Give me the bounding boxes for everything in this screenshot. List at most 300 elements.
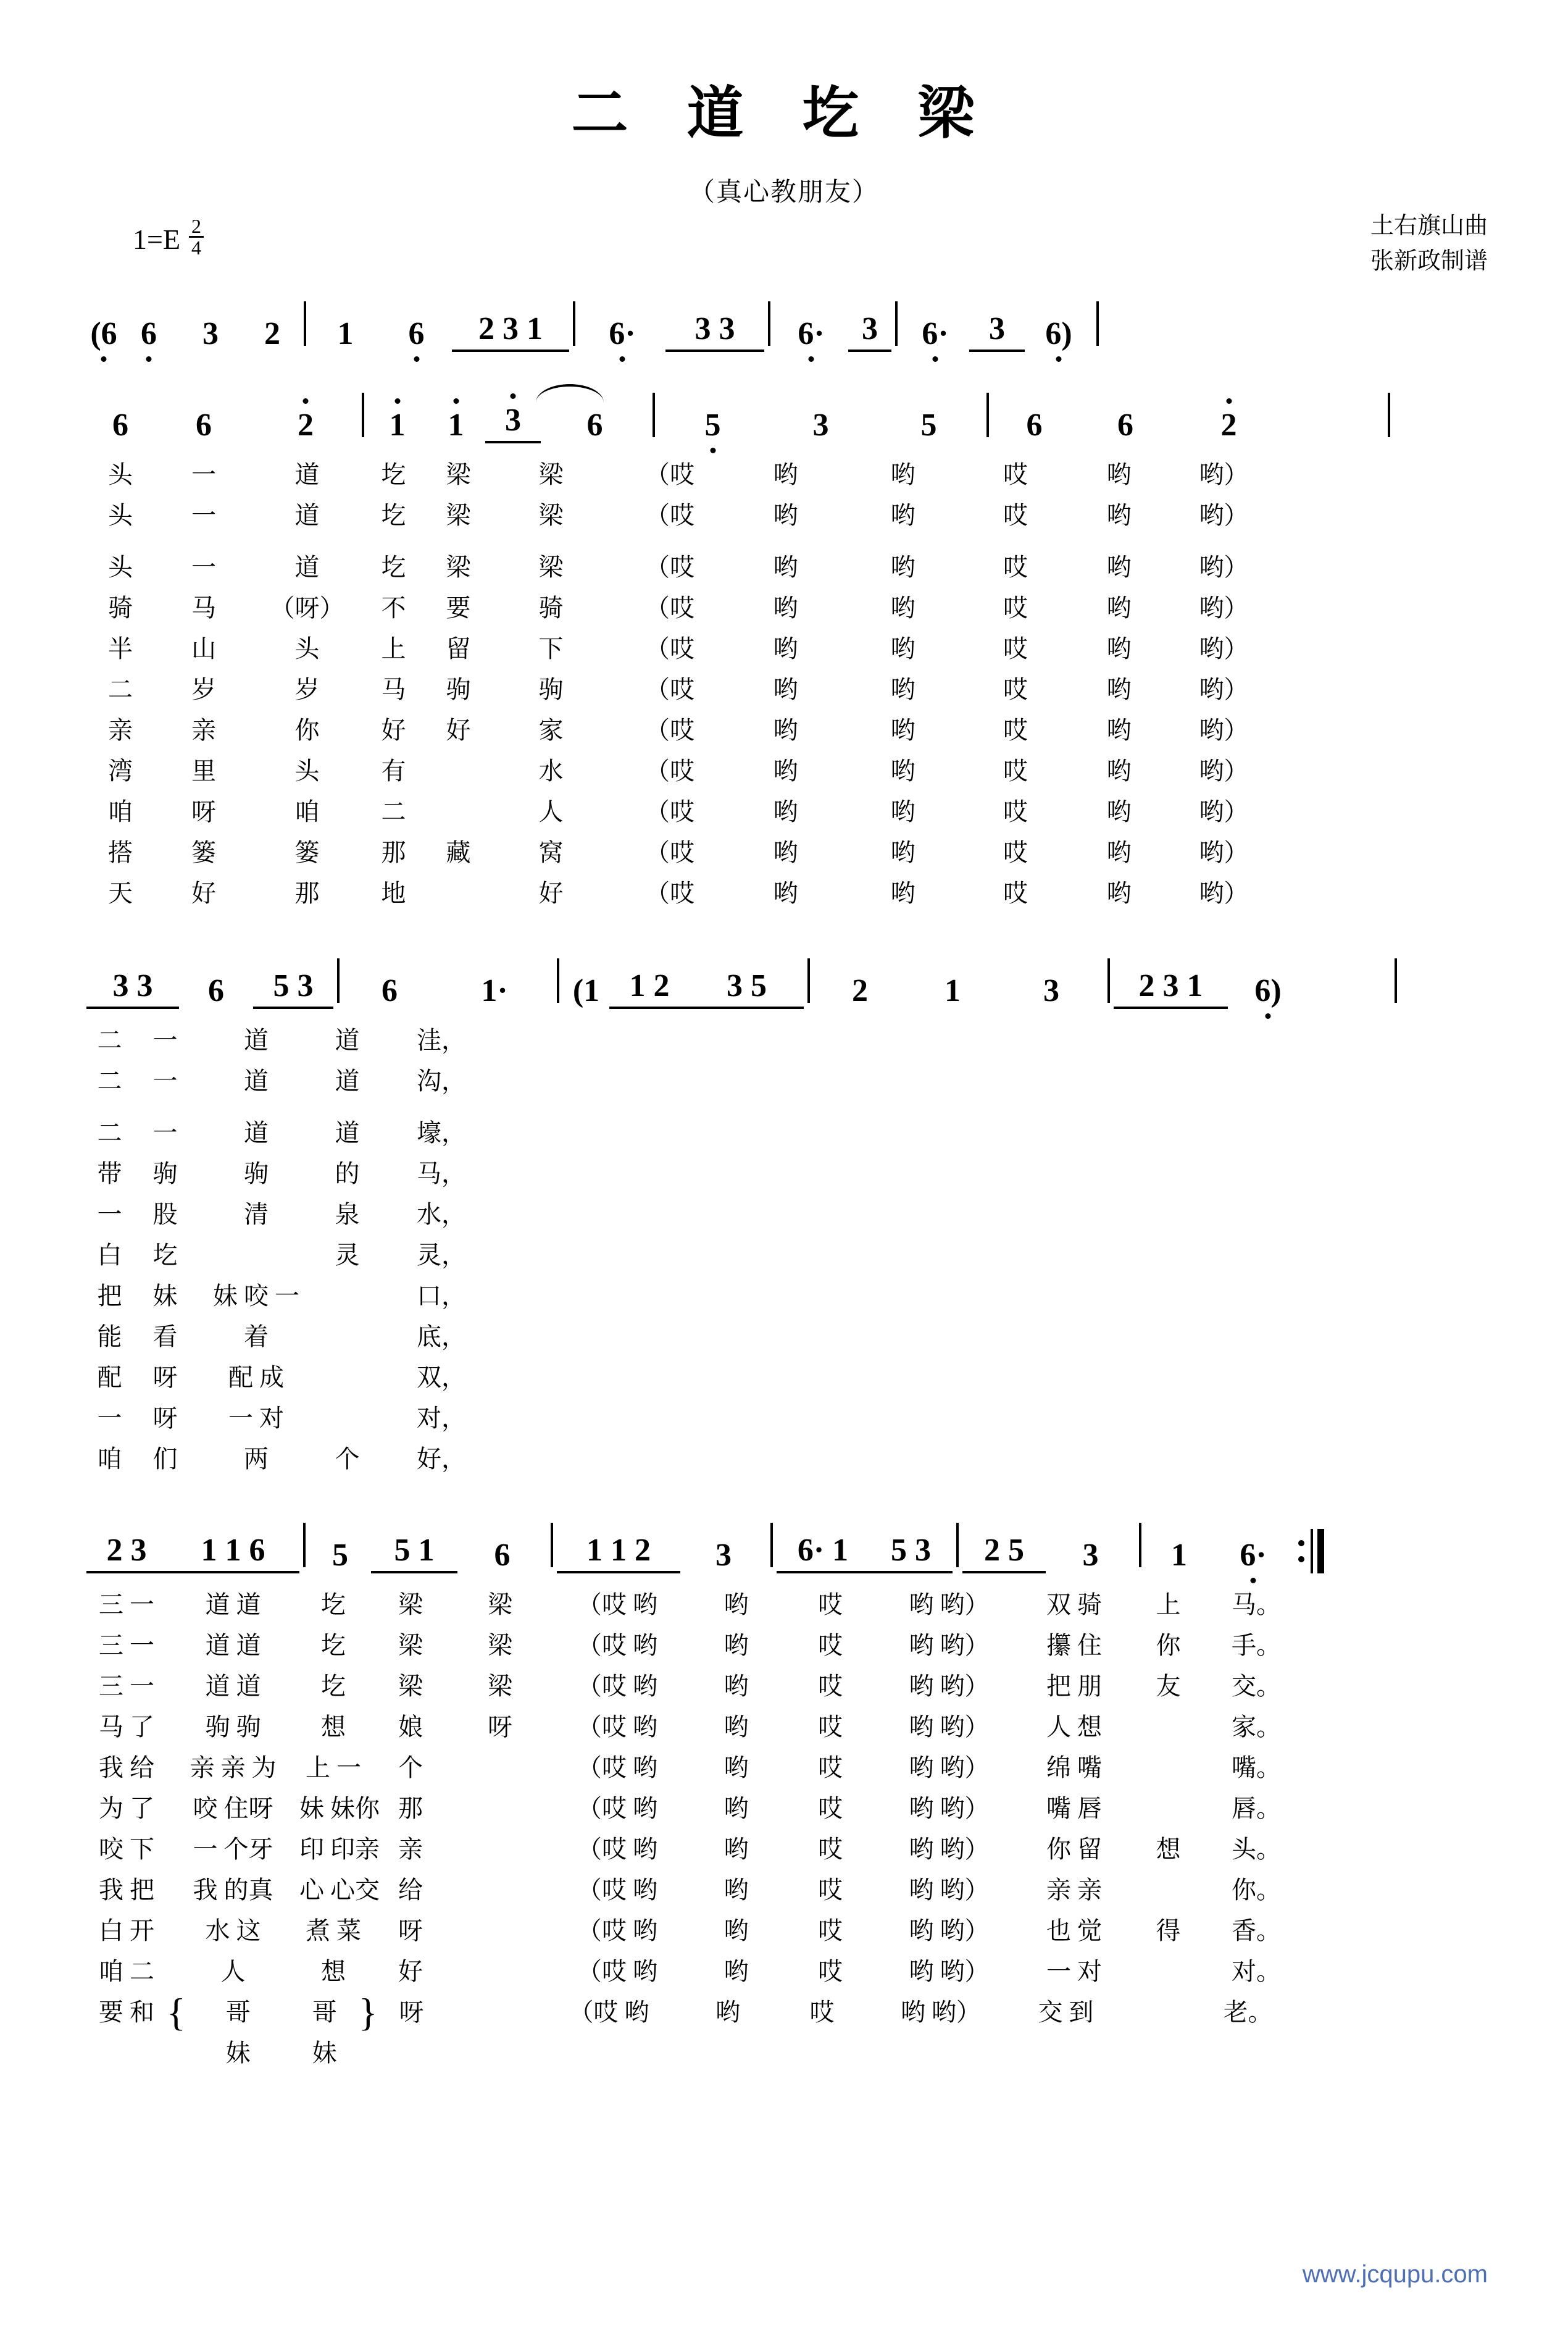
lyric-cell: 哟 [890,757,915,785]
barline [986,393,989,437]
lyric-cell: 哟 [724,1794,749,1822]
lyric-cell: 不 [381,594,406,622]
lyric-row [74,1061,1494,1102]
lyric-cell: 哟 [724,1876,749,1904]
lyric-cell: 能 [97,1323,122,1350]
note: 3 [1082,1538,1099,1573]
thick-barline [1317,1529,1324,1573]
lyric-cell: 两 [244,1445,269,1473]
lyric-cell: 哎 [809,1998,835,2026]
note-group: 2 5 [962,1532,1046,1573]
key-label: 1=E [133,224,181,255]
lyric-cell: 马 了 [99,1713,154,1741]
lyric-cell: 哟 [724,1835,749,1863]
lyric-gap [74,536,1494,547]
note: 6· [901,316,969,352]
lyric-cell: 哟 [890,594,915,622]
lyric-cell: 一 [97,1200,122,1228]
lyric-cell: 哎 [818,1835,843,1863]
lyric-cell: 哥 [225,1998,251,2026]
lyric-cell: 交 到 [1038,1998,1094,2026]
lyric-cell: 梁 [446,461,471,488]
lyric-cell: 泉 [335,1200,360,1228]
slur-mark [536,384,604,403]
lyric-row [74,832,1494,873]
lyrics-block-2 [74,454,1494,914]
barline [1096,301,1099,346]
lyric-cell: 哎 [1003,501,1028,529]
lyric-cell: 梁 [538,553,564,581]
note: 3 [202,316,219,351]
lyric-cell: 哎 [818,1713,843,1741]
lyric-row [74,1020,1494,1061]
lyric-cell: 水 这 [205,1917,261,1945]
note: 6· [579,316,665,352]
lyric-row [74,495,1494,536]
lyric-cell: （哎 [645,716,694,744]
lyric-cell: 马 [191,594,216,622]
lyric-cell: 想 [321,1713,346,1741]
lyric-cell: 哟 [773,879,798,907]
lyric-cell: 你 [1156,1631,1181,1659]
lyric-cell: 哥 [312,1998,337,2026]
lyric-cell: 灵， [417,1241,466,1269]
lyric-cell: 窝 [538,839,564,866]
lyric-cell: 道 道 [205,1631,261,1659]
note: 6 [121,316,177,352]
lyric-row [74,629,1494,669]
lyric-cell: 哟） [1199,676,1249,703]
lyric-row [74,1276,1494,1317]
lyric-row [74,1748,1494,1788]
lyric-cell: 地 [381,879,406,907]
lyric-cell: 哟 哟） [909,1917,990,1945]
lyric-cell: 哟 [773,757,798,785]
time-signature-numerator: 2 [189,216,204,238]
lyric-cell: 哟 [773,635,798,663]
lyric-cell: 的 [335,1160,360,1187]
lyric-cell: 驹 [538,676,564,703]
note: 6 [586,408,603,443]
lyric-cell: 着 [244,1323,269,1350]
lyric-cell: 哟 [890,553,915,581]
time-signature-denominator: 4 [191,237,202,259]
lyric-cell: 呀 [152,1363,178,1391]
lyric-cell: 哎 [818,1631,843,1659]
note-group: 3 3 [86,968,179,1009]
lyric-cell: 哟 [890,676,915,703]
lyric-cell: 圪 [321,1631,346,1659]
lyric-cell: 灵 [335,1241,360,1269]
lyric-cell: 对。 [1232,1957,1281,1985]
lyric-cell: （哎 [645,757,694,785]
lyric-cell: 哟 [890,716,915,744]
lyric-cell: 梁 [488,1672,512,1700]
lyric-cell: 哟） [1199,501,1249,529]
lyric-cell: 把 朋 [1046,1672,1102,1700]
lyric-cell: 道 道 [205,1591,261,1618]
note: 2 [253,407,358,443]
lyric-row-alt [74,2033,1494,2074]
lyric-cell: 哎 [1003,635,1028,663]
lyric-cell: 哟 [1106,553,1132,581]
barline [303,1523,306,1567]
lyric-cell: 骑 [538,594,564,622]
barline [768,301,770,346]
lyric-cell: 亲 亲 [1046,1876,1102,1904]
lyric-cell: 人 [538,798,564,826]
note: 1 [337,316,354,351]
lyric-row [74,1439,1494,1480]
barline [807,958,810,1003]
note: 2 [1175,407,1283,443]
lyric-cell: 哎 [1003,839,1028,866]
barline [956,1523,959,1567]
lyric-cell: 心 心交 [299,1876,380,1904]
lyric-cell: 驹 [244,1160,269,1187]
lyric-cell: 头 [108,501,133,529]
lyric-cell: 哎 [818,1672,843,1700]
lyric-cell: 哟 哟） [909,1591,990,1618]
lyric-cell: 带 [97,1160,122,1187]
lyric-cell: 好， [417,1445,466,1473]
lyric-cell: 岁 [191,676,216,703]
lyrics-block-3 [74,1020,1494,1480]
lyric-cell: 道 [335,1026,360,1054]
music-system-3 [74,952,1494,1480]
lyric-cell: （哎 [645,879,694,907]
lyric-cell: 上 一 [306,1754,361,1782]
notation-line-3 [74,952,1494,1009]
note: 5 [659,407,767,443]
lyric-cell: 篓 [294,839,320,866]
lyric-cell: 哟 [724,1672,749,1700]
lyric-cell: 哟 [1106,757,1132,785]
page-title: 二 道 圪 梁 [571,82,997,145]
lyric-row [74,588,1494,629]
lyric-cell: 哟 [890,501,915,529]
note: 6) [1025,316,1093,352]
note: 1· [481,973,508,1008]
lyric-cell: 个 [398,1754,423,1782]
lyric-row [74,792,1494,832]
note-group: 5 3 [869,1532,953,1573]
lyric-row [74,1317,1494,1357]
note: 6 [208,973,224,1008]
note: 1 [945,973,961,1008]
lyric-cell: 圪 [381,553,406,581]
note: 6 [112,408,128,443]
lyric-cell: 哎 [1003,461,1028,488]
lyric-cell: （哎 [645,839,694,866]
lyric-cell: 洼， [417,1026,466,1054]
lyric-cell: 哟 [773,798,798,826]
lyric-cell: 妹 妹你 [299,1794,380,1822]
lyric-cell: 一 [191,553,216,581]
lyric-cell: 老。 [1223,1998,1273,2026]
lyric-cell: 配 成 [228,1363,284,1391]
note-group: 1 2 [609,968,690,1009]
lyric-cell: 好 [398,1957,423,1985]
lyric-cell: 嘴。 [1232,1754,1281,1782]
lyric-cell: 白 开 [99,1917,154,1945]
lyric-cell: 圪 [381,461,406,488]
lyric-cell: 哟 [724,1631,749,1659]
lyric-row [74,1154,1494,1194]
lyric-cell: 道 [244,1119,269,1147]
lyric-cell: 二 [97,1026,122,1054]
page-subtitle: （真心教朋友） [688,178,879,207]
lyric-cell: 圪 [152,1241,178,1269]
lyric-cell: 妹 咬 一 [213,1282,299,1310]
lyric-cell: 呀 [488,1713,512,1741]
lyric-cell: 口， [417,1282,466,1310]
lyric-cell: 哟 [724,1754,749,1782]
lyric-cell: 妹 [152,1282,178,1310]
lyric-cell: 道 [244,1026,269,1054]
lyric-cell: 家。 [1232,1713,1281,1741]
lyric-cell: 把 [97,1282,122,1310]
lyric-cell: 哟 哟） [909,1876,990,1904]
note-group: 6· 1 [777,1532,869,1573]
lyric-cell: 梁 [538,461,564,488]
lyric-cell: 想 [1156,1835,1181,1863]
note-group: 3 5 [690,968,804,1009]
lyric-cell: 人 [220,1957,246,1985]
lyric-cell: 想 [321,1957,346,1985]
lyric-cell: 一 [191,501,216,529]
lyric-cell: 天 [108,879,133,907]
note-group: 1 1 2 [557,1532,680,1573]
barline [304,301,306,346]
note: 3 [715,1538,732,1573]
note: 1 [1171,1538,1187,1573]
lyric-row [74,1357,1494,1398]
lyric-cell: （哎 哟 [577,1794,657,1822]
lyric-cell: 要 [446,594,471,622]
lyric-cell: 你。 [1232,1876,1281,1904]
barline [362,393,364,437]
barline [1107,958,1110,1003]
lyric-cell: 股 [152,1200,178,1228]
lyric-cell: 呀 [398,1917,423,1945]
lyric-cell: 一 [152,1067,178,1095]
lyric-cell: 嘴 唇 [1046,1794,1102,1822]
lyric-cell: 哟 [1106,594,1132,622]
lyric-cell: （哎 [645,461,694,488]
lyric-row [74,751,1494,792]
lyric-cell: 下 [538,635,564,663]
lyric-cell: （哎 [645,635,694,663]
lyric-cell: 好 [381,716,406,744]
lyric-row [74,1951,1494,1992]
barline [551,1523,553,1567]
lyric-cell: 哎 [1003,553,1028,581]
lyric-cell: 哎 [818,1957,843,1985]
lyric-cell: （哎 哟 [577,1591,657,1618]
lyric-cell: 搭 [108,839,133,866]
lyric-cell: 咱 [108,798,133,826]
lyric-cell: 哟 [724,1591,749,1618]
lyric-cell: 哟） [1199,635,1249,663]
lyric-cell: 绵 嘴 [1046,1754,1102,1782]
lyric-row [74,873,1494,914]
lyric-cell: （呀） [270,594,344,622]
lyric-cell: 我 的真 [193,1876,273,1904]
lyric-cell: 我 给 [99,1754,154,1782]
lyric-cell: 哟 哟） [909,1672,990,1700]
note-group: 3 [969,311,1025,352]
note: 5 [332,1538,348,1573]
lyric-cell: （哎 哟 [577,1754,657,1782]
lyric-cell: 哟 [724,1957,749,1985]
lyric-cell: 好 [191,879,216,907]
lyric-cell: 一 [97,1404,122,1432]
note: 6 [1117,408,1133,443]
lyric-cell: 哎 [818,1794,843,1822]
lyric-cell: （哎 哟 [577,1672,657,1700]
lyric-cell: 哎 [1003,879,1028,907]
note: 6 [381,316,452,352]
lyric-cell: 看 [152,1323,178,1350]
lyric-cell: 骑 [108,594,133,622]
lyric-cell: 哟 [890,839,915,866]
note: 6 [1026,408,1043,443]
lyric-cell: 香。 [1232,1917,1281,1945]
music-system-2 [74,387,1494,914]
credits [1370,209,1488,279]
lyric-row [74,1829,1494,1870]
note: (6 [86,316,121,352]
lyric-cell: 哟 [724,1713,749,1741]
lyric-gap [74,1102,1494,1113]
lyric-cell: 哟） [1199,839,1249,866]
lyric-cell: 亲 [191,716,216,744]
lyric-cell: 哟） [1199,879,1249,907]
lyric-cell: （哎 [645,553,694,581]
note: 6) [1228,973,1308,1009]
note: 5 [920,408,937,443]
lyric-cell: 家 [538,716,564,744]
lyric-cell: 唇。 [1232,1794,1281,1822]
note: 2 [852,973,868,1008]
lyric-cell: 二 [381,798,406,826]
lyric-cell: （哎 哟 [577,1876,657,1904]
lyric-cell: 水， [417,1200,466,1228]
lyric-cell: 哎 [818,1754,843,1782]
credit-composer: 土右旗山曲 [1370,213,1488,239]
lyric-cell: 手。 [1232,1631,1281,1659]
lyric-cell: 水 [538,757,564,785]
time-signature [189,216,204,258]
note: 6 [196,408,212,443]
lyric-cell: 一 个牙 [193,1835,273,1863]
lyric-row [74,1585,1494,1625]
lyric-cell: 圪 [321,1672,346,1700]
barline [573,301,575,346]
lyric-cell: 哎 [818,1591,843,1618]
note: 2 [264,316,280,351]
lyric-cell: 哟 [890,879,915,907]
lyric-cell: 头 [294,757,320,785]
lyric-cell: 咬 住呀 [193,1794,273,1822]
note: (1 [572,973,600,1008]
lyric-cell: 哎 [1003,676,1028,703]
lyric-cell: （哎 哟 [569,1998,649,2026]
lyric-cell: 妹 [225,2039,251,2067]
lyric-cell: （哎 哟 [577,1713,657,1741]
note: 3 [485,402,541,443]
lyric-cell: 里 [191,757,216,785]
lyric-cell: 人 想 [1046,1713,1102,1741]
lyric-cell: 道 道 [205,1672,261,1700]
lyric-cell: 哟 [715,1998,740,2026]
lyric-row [74,669,1494,710]
note-group: 3 [848,311,891,352]
lyric-cell: 哟 [773,501,798,529]
lyric-cell: 咱 [294,798,320,826]
lyric-cell: 哟） [1199,716,1249,744]
lyric-cell: 圪 [321,1591,346,1618]
lyric-cell: 一 对 [228,1404,284,1432]
lyric-cell: 马， [417,1160,466,1187]
lyric-cell: 头。 [1232,1835,1281,1863]
lyric-cell: 篓 [191,839,216,866]
lyric-row [74,1788,1494,1829]
lyric-cell: 哟 [1106,798,1132,826]
lyric-cell: 哟 [773,594,798,622]
lyric-cell: 岁 [294,676,320,703]
lyric-cell: 底， [417,1323,466,1350]
lyric-cell: 一 [152,1026,178,1054]
lyrics-block-4 [74,1585,1494,2074]
barline [1139,1523,1141,1567]
notation-line-2 [74,387,1494,443]
credit-arranger: 张新政制谱 [1370,248,1488,274]
lyric-cell: 二 [97,1067,122,1095]
lyric-cell: 哟 哟） [900,1998,981,2026]
lyric-cell: 头 [108,461,133,488]
barline [1395,958,1397,1003]
barline [653,393,655,437]
lyric-cell: 要 和 [99,1998,154,2026]
lyric-cell: 道 [294,461,320,488]
note-group: 2 3 1 [1114,968,1228,1009]
barline [1388,393,1390,437]
barline [557,958,559,1003]
lyric-row-bracketed [74,1992,1494,2033]
lyric-cell: 们 [152,1445,178,1473]
lyric-row [74,1235,1494,1276]
brace-close-icon: } [358,1990,378,2035]
lyric-cell: 咱 [97,1445,122,1473]
lyric-cell: 留 [446,635,471,663]
barline [895,301,898,346]
lyric-cell: 山 [191,635,216,663]
lyric-cell: 哟 [890,635,915,663]
lyric-cell: 哟） [1199,553,1249,581]
lyric-cell: 上 [1156,1591,1181,1618]
lyric-cell: （哎 [645,798,694,826]
lyric-cell: 清 [244,1200,269,1228]
lyric-cell: （哎 哟 [577,1917,657,1945]
barline [337,958,340,1003]
note-group: 1 1 6 [167,1532,299,1573]
lyric-cell: 道 [335,1119,360,1147]
music-system-1 [74,295,1494,352]
lyric-cell: 哟 [773,676,798,703]
lyric-cell: 二 [97,1119,122,1147]
